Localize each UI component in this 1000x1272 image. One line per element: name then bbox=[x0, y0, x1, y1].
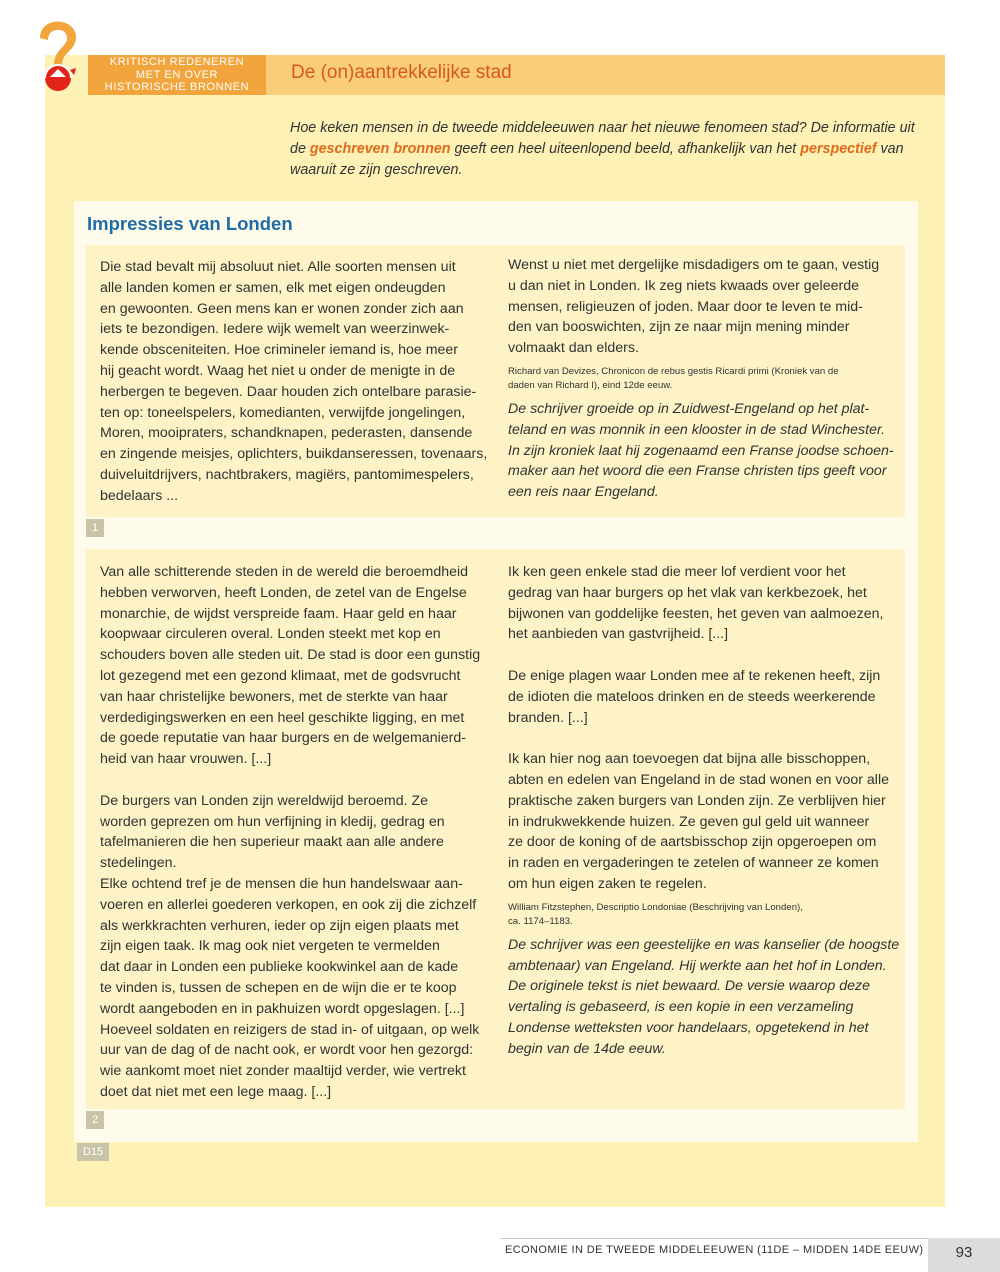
text-line: om hun eigen zaken te regelen. bbox=[508, 875, 707, 892]
intro-text: van waaruit ze zijn geschreven. bbox=[290, 141, 904, 178]
citation-line: Richard van Devizes, Chronicon de rebus gestis Ricardi primi (Kroniek van de bbox=[508, 365, 839, 377]
text-line: mensen, religieuzen of joden. Maar door te leven te mid- bbox=[508, 298, 863, 315]
text-line: Ik kan hier nog aan toevoegen dat bijna alle bisschoppen, bbox=[508, 751, 871, 768]
text-line: van haar christelijke bewoners, met de sterkte van haar bbox=[100, 688, 448, 705]
text-line: als werkkrachten verhuren, ieder op zijn eigen plaats met bbox=[100, 917, 459, 934]
text-line: Ik ken geen enkele stad die meer lof verdient voor het bbox=[508, 564, 846, 580]
text-line: De enige plagen waar Londen mee af te rekenen heeft, zijn bbox=[508, 667, 881, 684]
note-line: een reis naar Engeland. bbox=[508, 484, 659, 501]
text-line: zijn eigen taak. Ik mag ook niet vergeten te vermelden bbox=[100, 938, 440, 955]
text-line: koopwaar circuleren overal. Londen steekt met kop en bbox=[100, 626, 441, 643]
note-line: De schrijver was een geestelijke en was kanselier (de hoogste bbox=[508, 936, 900, 953]
note-line: Londense wetteksten voor handelaars, opgetekend in het bbox=[508, 1019, 869, 1036]
page-number: 93 bbox=[955, 1244, 973, 1261]
text-line: stedelingen. bbox=[100, 855, 177, 872]
note-line: De originele tekst is niet bewaard. De versie waarop deze bbox=[508, 978, 870, 995]
text-line: wie aankomt moet niet zonder maaltijd verder, wie vertrekt bbox=[100, 1063, 466, 1080]
text-line: kende obsceniteiten. Hoe crimineler iemand is, hoe meer bbox=[100, 342, 459, 359]
source-citation bbox=[508, 365, 898, 393]
text-line: worden geprezen om hun verfijning in kledij, gedrag en bbox=[100, 813, 445, 830]
text-line: hij geacht wordt. Waag het niet u onder de menigte in de bbox=[100, 362, 456, 379]
note-line: begin van de 14de eeuw. bbox=[508, 1040, 666, 1057]
text-line: doet dat niet met een lege maag. [...] bbox=[100, 1083, 332, 1100]
author-note bbox=[508, 399, 898, 503]
note-line: In zijn kroniek laat hij zogenaamd een Franse joodse schoen- bbox=[508, 442, 894, 459]
intro-highlight: geschreven bronnen bbox=[309, 141, 451, 157]
source-box-2 bbox=[86, 549, 905, 1109]
text-line: duiveluitdrijvers, nachtbrakers, magiërs, pantomimespelers, bbox=[100, 466, 474, 483]
source-box-1 bbox=[86, 245, 905, 517]
text-line: verdedigingswerken en een heel geschikte ligging, en met bbox=[100, 709, 465, 726]
text-line: volmaakt dan elders. bbox=[508, 340, 639, 357]
question-mark-arrow-icon bbox=[34, 18, 84, 100]
footer-divider bbox=[500, 1238, 928, 1239]
text-line: en zingende meisjes, oplichters, buikdanseressen, tovenaars, bbox=[100, 446, 488, 463]
citation-line: ca. 1174–1183. bbox=[508, 915, 573, 927]
source-number-tag: 2 bbox=[86, 1111, 104, 1129]
note-line: maker aan het woord die een Franse christen tips geeft voor bbox=[508, 463, 887, 480]
document-tag: D15 bbox=[77, 1143, 109, 1161]
text-line: Van alle schitterende steden in de wereld die beroemdheid bbox=[100, 564, 469, 580]
footer-chapter-title: ECONOMIE IN DE TWEEDE MIDDELEEUWEN (11DE – MIDDEN 14DE EEUW) bbox=[505, 1244, 924, 1256]
text-line: de idioten die mateloos drinken en de steeds weerkerende bbox=[508, 688, 876, 705]
note-line: De schrijver groeide op in Zuidwest-Engeland op het plat- bbox=[508, 400, 870, 417]
note-line: teland en was monnik in een klooster in de stad Winchester. bbox=[508, 421, 886, 438]
citation-line: William Fitzstephen, Descriptio Londoniae (Beschrijving van Londen), bbox=[508, 901, 803, 913]
text-line: den van booswichten, zijn ze naar mijn mening minder bbox=[508, 319, 850, 336]
intro-text: Hoe keken mensen in de tweede middeleeuwen naar het nieuwe fenomeen stad? De informatie uit de bbox=[290, 120, 915, 157]
text-line: u dan niet in Londen. Ik zeg niets kwaads over geleerde bbox=[508, 277, 859, 294]
text-line: bijwonen van goddelijke feesten, het geven van aalmoezen, bbox=[508, 605, 884, 622]
text-line: het aanbieden van gastvrijheid. [...] bbox=[508, 626, 729, 643]
text-line: praktische zaken burgers van Londen zijn. Ze verblijven hier bbox=[508, 792, 886, 809]
impressions-panel bbox=[74, 201, 918, 1142]
text-line: tafelmanieren die hen superieur maakt aan alle andere bbox=[100, 834, 444, 851]
text-line: iets te bezondigen. Iedere wijk wemelt van weerzinwek- bbox=[100, 321, 450, 338]
text-line: herbergen te begeven. Daar houden zich ontelbare parasie- bbox=[100, 383, 477, 400]
category-label-line: KRITISCH REDENEREN bbox=[109, 56, 245, 68]
text-line: abten en edelen van Engeland in de stad wonen en voor alle bbox=[508, 771, 889, 788]
text-line: Elke ochtend tref je de mensen die hun handelswaar aan- bbox=[100, 875, 463, 892]
note-line: vertaling is gebaseerd, is een kopie in een verzameling bbox=[508, 999, 854, 1016]
text-line: Die stad bevalt mij absoluut niet. Alle soorten mensen uit bbox=[100, 259, 456, 275]
text-line: hebben verworven, heeft Londen, de zetel van de Engelse bbox=[100, 584, 467, 601]
text-line: de goede reputatie van haar burgers en de welgemanierd- bbox=[100, 730, 466, 747]
source-1-right-column bbox=[508, 255, 898, 503]
text-line: De burgers van Londen zijn wereldwijd beroemd. Ze bbox=[100, 792, 429, 809]
text-line: Wenst u niet met dergelijke misdadigers om te gaan, vestig bbox=[508, 257, 880, 273]
text-line: schouders boven alle steden uit. De stad is door een gunstig bbox=[100, 647, 481, 664]
text-line: ze door de koning of de aartsbisschop zijn opgeroepen om bbox=[508, 834, 877, 851]
text-line: monarchie, de wijdst verspreide faam. Haar geld en haar bbox=[100, 605, 457, 622]
section-title: Impressies van Londen bbox=[87, 213, 293, 234]
text-line: dat daar in Londen een publieke kookwinkel aan de kade bbox=[100, 959, 459, 976]
source-number-tag: 1 bbox=[86, 519, 104, 537]
source-1-left-column bbox=[100, 257, 490, 507]
text-line: alle landen komen er samen, elk met eigen ondeugden bbox=[100, 279, 446, 296]
category-label-line: MET EN OVER bbox=[135, 68, 219, 81]
text-line: wordt aangeboden en in pakhuizen wordt opgeslagen. [...] bbox=[100, 1000, 465, 1017]
intro-highlight: perspectief bbox=[800, 141, 877, 157]
text-line: uur van de dag of de nacht ook, er wordt voor hen gezorgd: bbox=[100, 1042, 474, 1059]
text-line: Moren, mooipraters, schandknapen, pederasten, dansende bbox=[100, 425, 473, 442]
text-line: bedelaars ... bbox=[100, 487, 179, 504]
page-number-tab bbox=[928, 1238, 1000, 1272]
title-bar bbox=[266, 55, 945, 95]
category-label-line: HISTORISCHE BRONNEN bbox=[104, 81, 250, 93]
page-title: De (on)aantrekkelijke stad bbox=[291, 62, 512, 83]
category-label bbox=[88, 55, 266, 95]
text-line: Hoeveel soldaten en reizigers de stad in- of uitgaan, op welk bbox=[100, 1021, 480, 1038]
source-2-right-column bbox=[508, 562, 898, 1060]
intro-text: geeft een heel uiteenlopend beeld, afhankelijk van het bbox=[450, 141, 801, 157]
text-line: lot gezegend met een gezond klimaat, met de godsvrucht bbox=[100, 667, 461, 684]
intro-paragraph bbox=[290, 118, 930, 181]
text-line: heid van haar vrouwen. [...] bbox=[100, 751, 272, 768]
text-line: branden. [...] bbox=[508, 709, 588, 726]
note-line: ambtenaar) van Engeland. Hij werkte aan het hof in Londen. bbox=[508, 957, 887, 974]
text-line: voeren en allerlei goederen verkopen, en ook zij die zichzelf bbox=[100, 896, 477, 913]
text-line: in indrukwekkende huizen. Ze geven gul geld uit wanneer bbox=[508, 813, 870, 830]
author-note bbox=[508, 935, 898, 1060]
citation-line: daden van Richard I), eind 12de eeuw. bbox=[508, 379, 673, 391]
source-2-left-column bbox=[100, 562, 490, 1103]
text-line: ten op: toneelspelers, komedianten, verwijfde jongelingen, bbox=[100, 404, 466, 421]
text-line: in raden en vergaderingen te zetelen of wanneer ze komen bbox=[508, 855, 879, 872]
text-line: te vinden is, tussen de schepen en de wijn die er te koop bbox=[100, 979, 457, 996]
source-citation bbox=[508, 901, 898, 929]
text-line: gedrag van haar burgers op het vlak van kerkbezoek, het bbox=[508, 584, 867, 601]
text-line: en gewoonten. Geen mens kan er wonen zonder zich aan bbox=[100, 300, 464, 317]
